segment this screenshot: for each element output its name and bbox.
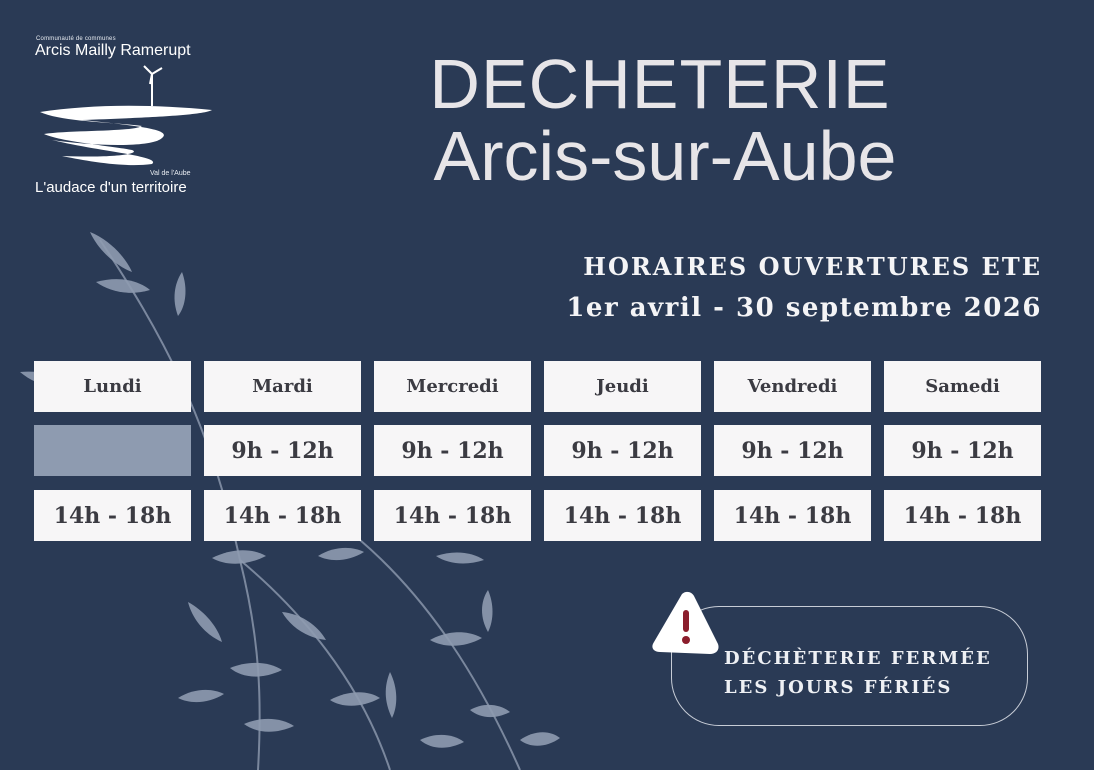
- day-header-jeudi: Jeudi: [544, 361, 701, 412]
- logo-tagline: L'audace d'un territoire: [35, 179, 187, 196]
- day-header-lundi: Lundi: [34, 361, 191, 412]
- day-header-vendredi: Vendredi: [714, 361, 871, 412]
- afternoon-jeudi: 14h - 18h: [544, 490, 701, 541]
- wind-turbine-river-icon: [32, 60, 222, 170]
- morning-vendredi: 9h - 12h: [714, 425, 871, 476]
- day-header-mardi: Mardi: [204, 361, 361, 412]
- notice-line-1: DÉCHÈTERIE FERMÉE: [724, 648, 992, 669]
- schedule-heading: HORAIRES OUVERTURES ETE: [583, 252, 1042, 281]
- morning-jeudi: 9h - 12h: [544, 425, 701, 476]
- afternoon-vendredi: 14h - 18h: [714, 490, 871, 541]
- morning-mardi: 9h - 12h: [204, 425, 361, 476]
- morning-lundi-closed: [34, 425, 191, 476]
- logo-community-label: Communauté de communes: [36, 36, 116, 42]
- afternoon-mardi: 14h - 18h: [204, 490, 361, 541]
- logo-name: Arcis Mailly Ramerupt: [35, 42, 191, 59]
- afternoon-mercredi: 14h - 18h: [374, 490, 531, 541]
- warning-icon: [648, 590, 722, 660]
- logo: [32, 36, 222, 201]
- afternoon-samedi: 14h - 18h: [884, 490, 1041, 541]
- notice-line-2: LES JOURS FÉRIÉS: [724, 677, 953, 698]
- day-header-mercredi: Mercredi: [374, 361, 531, 412]
- schedule-period: 1er avril - 30 septembre 2026: [566, 293, 1042, 323]
- day-header-samedi: Samedi: [884, 361, 1041, 412]
- page-subtitle-location: Arcis-sur-Aube: [433, 117, 897, 195]
- morning-mercredi: 9h - 12h: [374, 425, 531, 476]
- logo-val-label: Val de l'Aube: [150, 170, 191, 177]
- afternoon-lundi: 14h - 18h: [34, 490, 191, 541]
- morning-samedi: 9h - 12h: [884, 425, 1041, 476]
- page-title: DECHETERIE: [429, 45, 891, 123]
